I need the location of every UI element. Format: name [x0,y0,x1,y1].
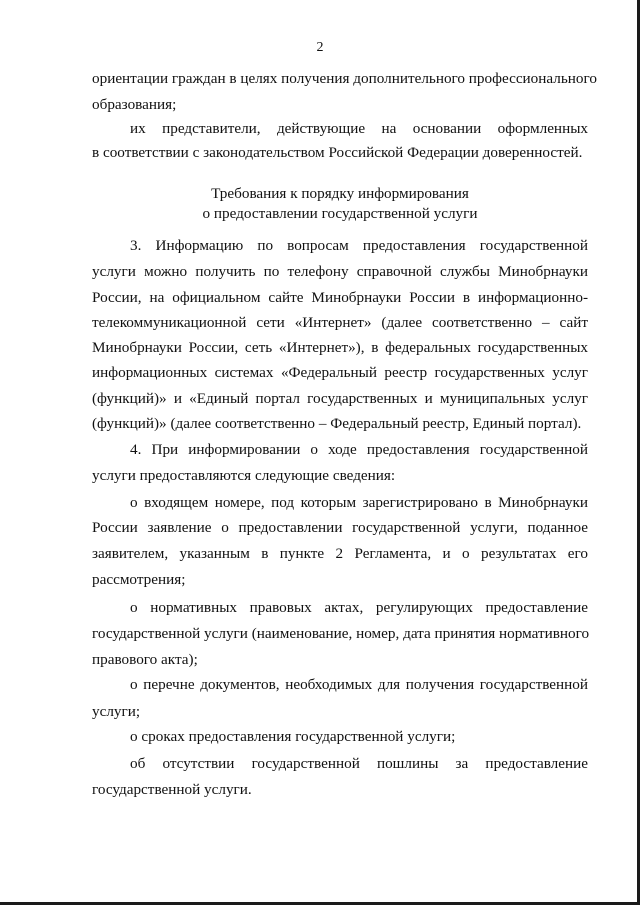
text-line: в соответствии с законодательством Российской Федерации доверенностей. [92,144,583,161]
text-line: правового акта); [92,651,198,668]
text-line: заявителем, указанным в пункте 2 Регламента, и о результатах его [92,545,588,562]
text-line: образования; [92,96,177,113]
text-line: ориентации граждан в целях получения дополнительного профессионального [92,70,597,87]
text-line: государственной услуги. [92,781,252,798]
text-line: о нормативных правовых актах, регулирующих предоставление [130,599,588,616]
text-line: 3. Информацию по вопросам предоставления государственной [130,237,588,254]
text-line: 4. При информировании о ходе предоставления государственной [130,441,588,458]
section-heading-line: Требования к порядку информирования [211,185,469,202]
section-heading-line: о предоставлении государственной услуги [202,205,478,222]
text-line: услуги можно получить по телефону справочной службы Минобрнауки [92,263,588,280]
text-line: России заявление о предоставлении государственной услуги, поданное [92,519,588,536]
text-line: о сроках предоставления государственной услуги; [130,728,456,745]
text-line: Минобрнауки России, сеть «Интернет»), в федеральных государственных [92,339,588,356]
text-line: России, на официальном сайте Минобрнауки России в информационно- [92,289,588,306]
text-line: рассмотрения; [92,571,186,588]
text-line: о перечне документов, необходимых для получения государственной [130,676,588,693]
text-line: об отсутствии государственной пошлины за предоставление [130,755,588,772]
text-line: о входящем номере, под которым зарегистрировано в Минобрнауки [130,494,588,511]
text-line: государственной услуги (наименование, номер, дата принятия нормативного [92,625,590,642]
text-line: (функций)» и «Единый портал государственных и муниципальных услуг [92,390,588,407]
page-number: 2 [316,40,324,55]
text-line: информационных системах «Федеральный реестр государственных услуг [92,364,588,381]
text-line: телекоммуникационной сети «Интернет» (далее соответственно – сайт [92,314,588,331]
text-line: услуги; [92,703,141,720]
text-line: услуги предоставляются следующие сведения: [92,467,396,484]
text-line: (функций)» (далее соответственно – Федеральный реестр, Единый портал). [92,415,582,432]
text-line: их представители, действующие на основании оформленных [130,120,588,137]
